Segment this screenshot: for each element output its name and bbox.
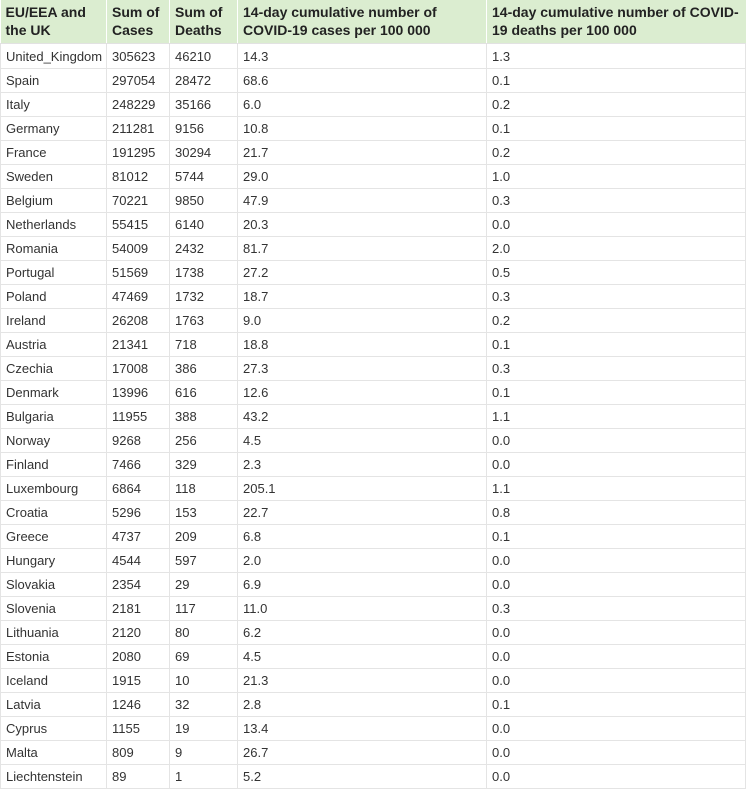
cell-14day-cases: 43.2	[238, 405, 487, 429]
cell-country: Liechtenstein	[1, 765, 107, 789]
cell-14day-deaths: 0.1	[487, 333, 746, 357]
table-row	[1, 597, 746, 621]
cell-14day-deaths: 0.3	[487, 189, 746, 213]
cell-country: Luxembourg	[1, 477, 107, 501]
cell-sum-deaths: 388	[170, 405, 238, 429]
cell-sum-deaths: 1738	[170, 261, 238, 285]
cell-sum-cases: 81012	[107, 165, 170, 189]
cell-sum-deaths: 30294	[170, 141, 238, 165]
cell-sum-cases: 13996	[107, 381, 170, 405]
cell-14day-cases: 205.1	[238, 477, 487, 501]
cell-sum-cases: 1246	[107, 693, 170, 717]
cell-country: Latvia	[1, 693, 107, 717]
cell-14day-cases: 27.3	[238, 357, 487, 381]
cell-14day-cases: 2.3	[238, 453, 487, 477]
cell-sum-deaths: 616	[170, 381, 238, 405]
table-row	[1, 285, 746, 309]
table-row	[1, 141, 746, 165]
cell-country: Lithuania	[1, 621, 107, 645]
cell-14day-deaths: 0.0	[487, 741, 746, 765]
cell-country: Austria	[1, 333, 107, 357]
cell-14day-deaths: 0.1	[487, 525, 746, 549]
table-row	[1, 213, 746, 237]
cell-sum-deaths: 1732	[170, 285, 238, 309]
table-row	[1, 645, 746, 669]
cell-14day-deaths: 0.1	[487, 381, 746, 405]
cell-sum-cases: 248229	[107, 93, 170, 117]
table-row	[1, 741, 746, 765]
cell-14day-deaths: 0.0	[487, 453, 746, 477]
cell-country: Netherlands	[1, 213, 107, 237]
cell-14day-deaths: 0.2	[487, 309, 746, 333]
cell-country: Romania	[1, 237, 107, 261]
cell-sum-cases: 7466	[107, 453, 170, 477]
cell-14day-deaths: 0.2	[487, 93, 746, 117]
cell-14day-cases: 6.8	[238, 525, 487, 549]
cell-14day-cases: 27.2	[238, 261, 487, 285]
cell-sum-deaths: 2432	[170, 237, 238, 261]
table-row	[1, 477, 746, 501]
cell-14day-deaths: 0.1	[487, 69, 746, 93]
table-row	[1, 69, 746, 93]
cell-sum-deaths: 10	[170, 669, 238, 693]
cell-sum-deaths: 69	[170, 645, 238, 669]
cell-sum-cases: 2354	[107, 573, 170, 597]
cell-14day-deaths: 0.1	[487, 117, 746, 141]
cell-14day-cases: 18.7	[238, 285, 487, 309]
cell-sum-cases: 1155	[107, 717, 170, 741]
cell-country: Slovenia	[1, 597, 107, 621]
cell-14day-cases: 81.7	[238, 237, 487, 261]
cell-country: Belgium	[1, 189, 107, 213]
cell-14day-deaths: 1.1	[487, 477, 746, 501]
cell-14day-deaths: 0.1	[487, 693, 746, 717]
cell-14day-cases: 9.0	[238, 309, 487, 333]
cell-sum-deaths: 46210	[170, 44, 238, 69]
cell-sum-cases: 2120	[107, 621, 170, 645]
cell-sum-cases: 2181	[107, 597, 170, 621]
table-row	[1, 261, 746, 285]
cell-14day-cases: 2.8	[238, 693, 487, 717]
cell-sum-deaths: 1	[170, 765, 238, 789]
cell-14day-deaths: 1.0	[487, 165, 746, 189]
cell-country: Malta	[1, 741, 107, 765]
table-row	[1, 573, 746, 597]
header-country: EU/EEA and the UK	[1, 0, 107, 44]
cell-sum-deaths: 1763	[170, 309, 238, 333]
cell-sum-cases: 51569	[107, 261, 170, 285]
cell-sum-cases: 6864	[107, 477, 170, 501]
table-row	[1, 117, 746, 141]
cell-14day-cases: 5.2	[238, 765, 487, 789]
cell-sum-deaths: 32	[170, 693, 238, 717]
table-row	[1, 453, 746, 477]
table-row	[1, 549, 746, 573]
header-14day-deaths: 14-day cumulative number of COVID-19 deaths per 100 000	[487, 0, 746, 44]
table-row	[1, 429, 746, 453]
cell-country: Slovakia	[1, 573, 107, 597]
cell-14day-cases: 18.8	[238, 333, 487, 357]
table-row	[1, 501, 746, 525]
table-row	[1, 357, 746, 381]
cell-country: Poland	[1, 285, 107, 309]
cell-sum-deaths: 9	[170, 741, 238, 765]
cell-14day-deaths: 0.0	[487, 717, 746, 741]
cell-country: Iceland	[1, 669, 107, 693]
cell-sum-deaths: 597	[170, 549, 238, 573]
cell-14day-cases: 22.7	[238, 501, 487, 525]
cell-14day-deaths: 0.0	[487, 645, 746, 669]
cell-country: Ireland	[1, 309, 107, 333]
cell-country: Norway	[1, 429, 107, 453]
header-14day-cases: 14-day cumulative number of COVID-19 cases per 100 000	[238, 0, 487, 44]
cell-sum-deaths: 29	[170, 573, 238, 597]
table-row	[1, 381, 746, 405]
cell-sum-deaths: 6140	[170, 213, 238, 237]
header-sum-deaths: Sum of Deaths	[170, 0, 238, 44]
cell-sum-cases: 9268	[107, 429, 170, 453]
cell-country: Czechia	[1, 357, 107, 381]
table-header	[1, 0, 746, 44]
table-row	[1, 165, 746, 189]
cell-14day-cases: 20.3	[238, 213, 487, 237]
table-row	[1, 309, 746, 333]
cell-sum-cases: 4737	[107, 525, 170, 549]
cell-14day-deaths: 2.0	[487, 237, 746, 261]
cell-14day-cases: 29.0	[238, 165, 487, 189]
cell-14day-cases: 6.0	[238, 93, 487, 117]
cell-14day-deaths: 0.0	[487, 549, 746, 573]
cell-sum-cases: 17008	[107, 357, 170, 381]
table-row	[1, 693, 746, 717]
table-row	[1, 621, 746, 645]
cell-sum-cases: 11955	[107, 405, 170, 429]
table-row	[1, 333, 746, 357]
cell-sum-cases: 809	[107, 741, 170, 765]
cell-sum-cases: 47469	[107, 285, 170, 309]
cell-sum-deaths: 153	[170, 501, 238, 525]
cell-country: Portugal	[1, 261, 107, 285]
cell-sum-cases: 54009	[107, 237, 170, 261]
table-row	[1, 669, 746, 693]
cell-sum-deaths: 9850	[170, 189, 238, 213]
cell-sum-deaths: 28472	[170, 69, 238, 93]
cell-sum-cases: 89	[107, 765, 170, 789]
cell-sum-deaths: 117	[170, 597, 238, 621]
cell-14day-deaths: 0.2	[487, 141, 746, 165]
table-row	[1, 717, 746, 741]
cell-country: Finland	[1, 453, 107, 477]
cell-sum-cases: 70221	[107, 189, 170, 213]
cell-sum-deaths: 5744	[170, 165, 238, 189]
cell-sum-cases: 55415	[107, 213, 170, 237]
cell-country: Denmark	[1, 381, 107, 405]
cell-sum-cases: 21341	[107, 333, 170, 357]
cell-sum-deaths: 118	[170, 477, 238, 501]
cell-sum-cases: 211281	[107, 117, 170, 141]
cell-14day-cases: 12.6	[238, 381, 487, 405]
table-row	[1, 405, 746, 429]
cell-sum-cases: 5296	[107, 501, 170, 525]
cell-country: Cyprus	[1, 717, 107, 741]
cell-14day-cases: 10.8	[238, 117, 487, 141]
cell-sum-cases: 2080	[107, 645, 170, 669]
cell-sum-deaths: 35166	[170, 93, 238, 117]
cell-14day-cases: 47.9	[238, 189, 487, 213]
cell-country: Italy	[1, 93, 107, 117]
cell-sum-deaths: 19	[170, 717, 238, 741]
table-body	[1, 44, 746, 789]
cell-country: Estonia	[1, 645, 107, 669]
table-row	[1, 189, 746, 213]
table-row	[1, 44, 746, 69]
cell-sum-deaths: 256	[170, 429, 238, 453]
cell-sum-cases: 4544	[107, 549, 170, 573]
cell-sum-deaths: 80	[170, 621, 238, 645]
header-sum-cases: Sum of Cases	[107, 0, 170, 44]
cell-14day-deaths: 1.3	[487, 44, 746, 69]
cell-country: Hungary	[1, 549, 107, 573]
cell-country: Spain	[1, 69, 107, 93]
table-row	[1, 525, 746, 549]
cell-sum-deaths: 329	[170, 453, 238, 477]
cell-14day-cases: 21.3	[238, 669, 487, 693]
cell-14day-cases: 4.5	[238, 645, 487, 669]
cell-14day-cases: 68.6	[238, 69, 487, 93]
cell-sum-cases: 1915	[107, 669, 170, 693]
cell-sum-cases: 297054	[107, 69, 170, 93]
cell-sum-cases: 305623	[107, 44, 170, 69]
cell-14day-cases: 2.0	[238, 549, 487, 573]
cell-country: Germany	[1, 117, 107, 141]
table-row	[1, 237, 746, 261]
cell-14day-deaths: 0.3	[487, 357, 746, 381]
cell-14day-deaths: 0.0	[487, 621, 746, 645]
cell-14day-deaths: 0.3	[487, 597, 746, 621]
cell-14day-deaths: 0.8	[487, 501, 746, 525]
cell-sum-deaths: 9156	[170, 117, 238, 141]
cell-country: Bulgaria	[1, 405, 107, 429]
cell-14day-cases: 11.0	[238, 597, 487, 621]
cell-14day-cases: 13.4	[238, 717, 487, 741]
cell-14day-deaths: 0.5	[487, 261, 746, 285]
cell-14day-deaths: 0.0	[487, 213, 746, 237]
cell-sum-deaths: 209	[170, 525, 238, 549]
cell-14day-deaths: 0.0	[487, 765, 746, 789]
header-row	[1, 0, 746, 44]
cell-country: France	[1, 141, 107, 165]
cell-sum-cases: 191295	[107, 141, 170, 165]
cell-14day-deaths: 0.0	[487, 429, 746, 453]
table-row	[1, 93, 746, 117]
cell-14day-deaths: 0.0	[487, 669, 746, 693]
cell-14day-deaths: 1.1	[487, 405, 746, 429]
cell-14day-cases: 6.9	[238, 573, 487, 597]
cell-sum-deaths: 386	[170, 357, 238, 381]
cell-country: United_Kingdom	[1, 44, 107, 69]
cell-14day-cases: 21.7	[238, 141, 487, 165]
cell-14day-cases: 6.2	[238, 621, 487, 645]
cell-14day-deaths: 0.0	[487, 573, 746, 597]
cell-country: Croatia	[1, 501, 107, 525]
cell-14day-cases: 26.7	[238, 741, 487, 765]
cell-14day-cases: 14.3	[238, 44, 487, 69]
cell-14day-cases: 4.5	[238, 429, 487, 453]
cell-sum-deaths: 718	[170, 333, 238, 357]
cell-country: Sweden	[1, 165, 107, 189]
cell-sum-cases: 26208	[107, 309, 170, 333]
cell-country: Greece	[1, 525, 107, 549]
cell-14day-deaths: 0.3	[487, 285, 746, 309]
